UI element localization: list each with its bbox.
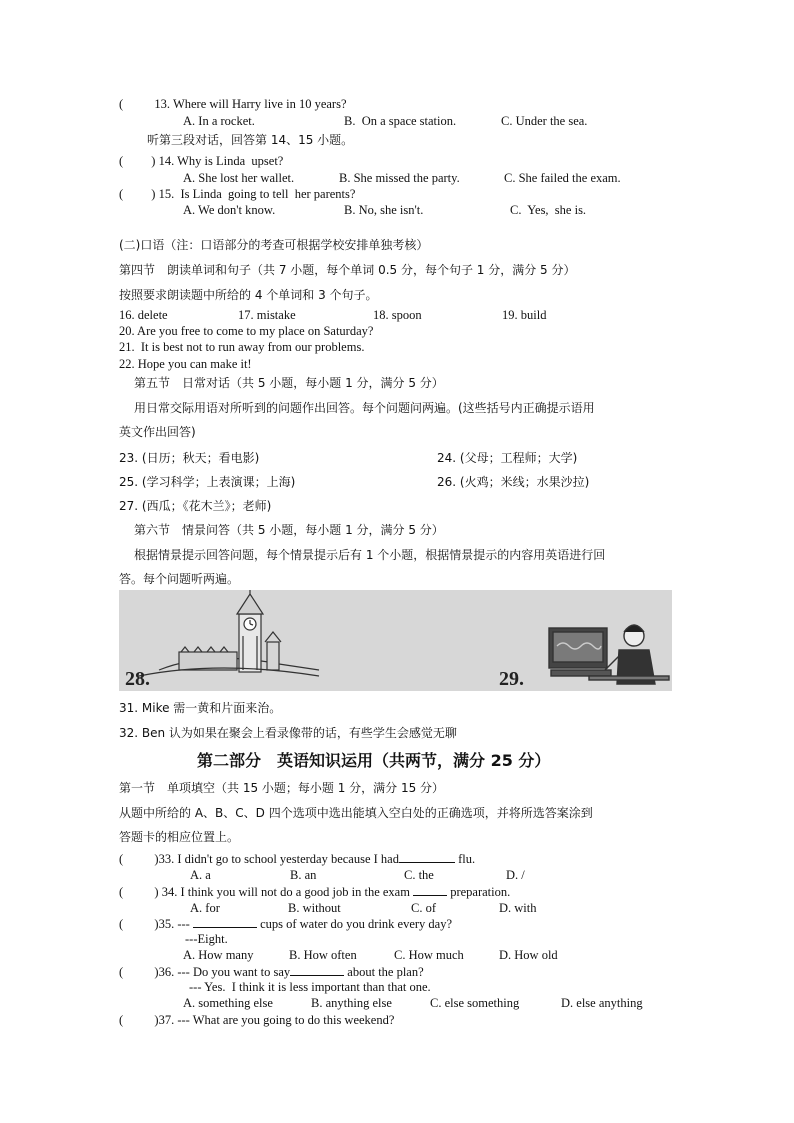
q34-option-b: B. without: [288, 901, 341, 915]
q35-option-a: A. How many: [183, 948, 254, 962]
question-33-tail: flu.: [454, 852, 476, 866]
word-19: 19. build: [502, 308, 547, 322]
section-4-title: 第四节 朗读单词和句子（共 7 小题，每个单词 0.5 分，每个句子 1 分，满分 5 分）: [119, 263, 576, 277]
sentence-22: 22. Hope you can make it!: [119, 357, 252, 371]
q36-option-d: D. else anything: [561, 996, 643, 1010]
q33-option-b: B. an: [290, 868, 317, 882]
big-ben-icon: [139, 590, 319, 676]
q35-option-c: C. How much: [394, 948, 464, 962]
q36-reply: --- Yes. I think it is less important than that one.: [189, 980, 431, 994]
q15-option-a: A. We don't know.: [183, 203, 276, 217]
question-34: ( ) 34. I think you will not do a good job in the exam preparation.: [119, 885, 511, 899]
answer-blank: [193, 915, 257, 928]
section-5-title: 第五节 日常对话（共 5 小题，每小题 1 分，满分 5 分）: [134, 376, 444, 390]
question-15-text: 15. Is Linda going to tell her parents?: [155, 187, 356, 201]
picture-label-29: 29.: [499, 668, 524, 690]
q36-option-c: C. else something: [430, 996, 520, 1010]
section-5-intro-line1: 用日常交际用语对所听到的问题作出回答。每个问题问两遍。(这些括号内正确提示语用: [134, 401, 595, 415]
picture-label-28: 28.: [125, 668, 150, 690]
question-13: [119, 96, 347, 112]
answer-blank: [290, 963, 344, 976]
q35-option-b: B. How often: [289, 948, 357, 962]
q33-option-d: D. /: [506, 868, 525, 882]
question-32: 32. Ben 认为如果在聚会上看录像带的话，有些学生会感觉无聊: [119, 726, 457, 740]
answer-paren: (: [119, 154, 124, 168]
part2-section1-intro-line1: 从题中所给的 A、B、C、D 四个选项中选出能填入空白处的正确选项，并将所选答案涂到: [119, 806, 593, 820]
q35-option-d: D. How old: [499, 948, 558, 962]
question-31: 31. Mike 需一黄和片面来治。: [119, 701, 282, 715]
question-35-text: )35. ---: [154, 917, 193, 931]
question-35: ( )35. --- cups of water do you drink every day?: [119, 917, 453, 931]
q14-option-b: B. She missed the party.: [339, 171, 460, 185]
q34-option-a: A. for: [190, 901, 220, 915]
answer-blank: [413, 883, 447, 896]
q15-option-c: C. Yes, she is.: [510, 203, 587, 217]
section-6-title: 第六节 情景问答（共 5 小题，每小题 1 分，满分 5 分）: [134, 523, 444, 537]
section-6-intro-line2: 答。每个问题听两遍。: [119, 572, 240, 586]
q13-option-a: A. In a rocket.: [183, 114, 255, 128]
question-35-tail: cups of water do you drink every day?: [256, 917, 453, 931]
question-36-text: )36. --- Do you want to say: [154, 965, 291, 979]
q13-option-b: B. On a space station.: [344, 114, 457, 128]
q36-option-b: B. anything else: [311, 996, 392, 1010]
question-33-text: )33. I didn't go to school yesterday because I had: [154, 852, 399, 866]
section-3-intro: 听第三段对话，回答第 14、15 小题。: [147, 133, 354, 147]
q13-option-c: C. Under the sea.: [501, 114, 588, 128]
question-37-text: )37. --- What are you going to do this weekend?: [154, 1013, 395, 1027]
part-2-title: 第二部分 英语知识运用（共两节，满分 25 分）: [197, 751, 551, 770]
section-6-intro-line1: 根据情景提示回答问题，每个情景提示后有 1 个小题，根据情景提示的内容用英语进行回: [134, 548, 606, 562]
section-4-intro: 按照要求朗读题中所给的 4 个单词和 3 个句子。: [119, 288, 378, 302]
q34-option-d: D. with: [499, 901, 537, 915]
q36-option-a: A. something else: [183, 996, 273, 1010]
scenario-picture: [119, 590, 672, 691]
q33-option-c: C. the: [404, 868, 434, 882]
question-26: 26. (火鸡；米线；水果沙拉): [437, 475, 590, 489]
question-36-tail: about the plan?: [344, 965, 424, 979]
oral-heading: (二)口语（注：口语部分的考查可根据学校安排单独考核）: [119, 238, 429, 252]
sentence-20: 20. Are you free to come to my place on Saturday?: [119, 324, 374, 338]
computer-user-icon: [549, 625, 669, 684]
question-34-text: ) 34. I think you will not do a good job in the exam: [154, 885, 414, 899]
sentence-21: 21. It is best not to run away from our problems.: [119, 340, 365, 354]
question-24: 24. (父母；工程师；大学): [437, 451, 578, 465]
answer-paren: (: [119, 187, 124, 201]
answer-blank: [399, 850, 455, 863]
q14-option-a: A. She lost her wallet.: [183, 171, 295, 185]
section-5-intro-line2: 英文作出回答): [119, 425, 196, 439]
question-14-text: 14. Why is Linda upset?: [155, 154, 284, 168]
question-14: ( ) 14. Why is Linda upset?: [119, 154, 284, 168]
part2-section1-intro-line2: 答题卡的相应位置上。: [119, 830, 240, 844]
question-23: 23. (日历；秋天；看电影): [119, 451, 260, 465]
question-13-text: 13. Where will Harry live in 10 years?: [154, 97, 347, 111]
answer-paren: (: [119, 97, 124, 111]
question-25: 25. (学习科学；上表演课；上海): [119, 475, 296, 489]
word-18: 18. spoon: [373, 308, 422, 322]
q33-option-a: A. a: [190, 868, 211, 882]
q15-option-b: B. No, she isn't.: [344, 203, 424, 217]
question-34-tail: preparation.: [447, 885, 511, 899]
word-16: 16. delete: [119, 308, 168, 322]
q14-option-c: C. She failed the exam.: [504, 171, 621, 185]
question-36: ( )36. --- Do you want to say about the plan?: [119, 965, 424, 979]
word-17: 17. mistake: [238, 308, 296, 322]
question-33: ( )33. I didn't go to school yesterday because I had flu.: [119, 852, 476, 866]
question-15: ( ) 15. Is Linda going to tell her parents?: [119, 187, 356, 201]
question-37: ( )37. --- What are you going to do this weekend?: [119, 1013, 395, 1027]
q34-option-c: C. of: [411, 901, 436, 915]
q35-reply: ---Eight.: [185, 932, 228, 946]
question-27: 27. (西瓜；《花木兰》；老师): [119, 499, 272, 513]
scenario-illustration: [119, 590, 672, 691]
part2-section1-title: 第一节 单项填空（共 15 小题；每小题 1 分，满分 15 分）: [119, 781, 445, 795]
